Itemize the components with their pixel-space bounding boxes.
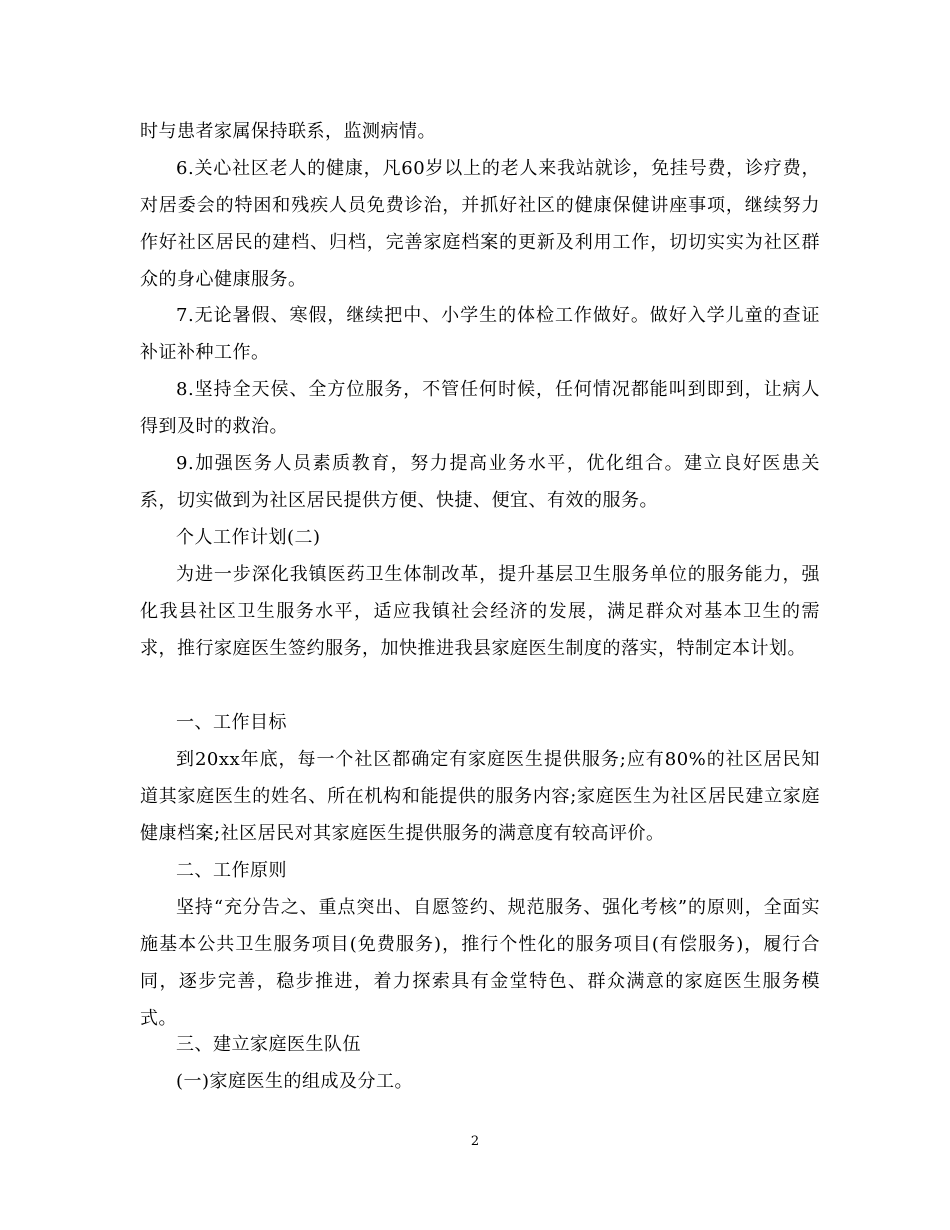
- paragraph-intro: 为进一步深化我镇医药卫生体制改革，提升基层卫生服务单位的服务能力，强化我县社区卫生服务水平，适应我镇社会经济的发展，满足群众对基本卫生的需求，推行家庭医生签约服务，加快推进我县家庭医生制度的落实，特制定本计划。: [140, 564, 820, 659]
- paragraph-item-6: 6.关心社区老人的健康，凡60岁以上的老人来我站就诊，免挂号费，诊疗费，对居委会的特困和残疾人员免费诊治，并抓好社区的健康保健讲座事项，继续努力作好社区居民的建档、归档，完善家庭档案的更新及利用工作，切切实实为社区群众的身心健康服务。: [140, 158, 820, 290]
- paragraph-work-goals: 到20xx年底，每一个社区都确定有家庭医生提供服务;应有80%的社区居民知道其家庭医生的姓名、所在机构和能提供的服务内容;家庭医生为社区居民建立家庭健康档案;社区居民对其家庭医生提供服务的满意度有较高评价。: [140, 749, 820, 844]
- paragraph-work-principles: 坚持“充分告之、重点突出、自愿签约、规范服务、强化考核”的原则，全面实施基本公共卫生服务项目(免费服务)，推行个性化的服务项目(有偿服务)，履行合同，逐步完善，稳步推进，着力探索具有金堂特色、群众满意的家庭医生服务模式。: [140, 897, 820, 1029]
- subheading-team-composition: (一)家庭医生的组成及分工。: [176, 1071, 414, 1092]
- page-number: 2: [470, 1134, 480, 1149]
- paragraph-item-7: 7.无论暑假、寒假，继续把中、小学生的体检工作做好。做好入学儿童的查证补证补种工作。: [140, 305, 820, 363]
- heading-family-doctor-team: 三、建立家庭医生队伍: [176, 1034, 361, 1055]
- paragraph-continuation: 时与患者家属保持联系，监测病情。: [140, 121, 436, 142]
- heading-work-principles: 二、工作原则: [176, 860, 287, 881]
- section-title-plan-2: 个人工作计划(二): [176, 527, 321, 548]
- heading-work-goals: 一、工作目标: [176, 712, 287, 733]
- paragraph-item-9: 9.加强医务人员素质教育，努力提高业务水平，优化组合。建立良好医患关系，切实做到为社区居民提供方便、快捷、便宜、有效的服务。: [140, 453, 820, 511]
- paragraph-item-8: 8.坚持全天侯、全方位服务，不管任何时候，任何情况都能叫到即到，让病人得到及时的救治。: [140, 379, 820, 437]
